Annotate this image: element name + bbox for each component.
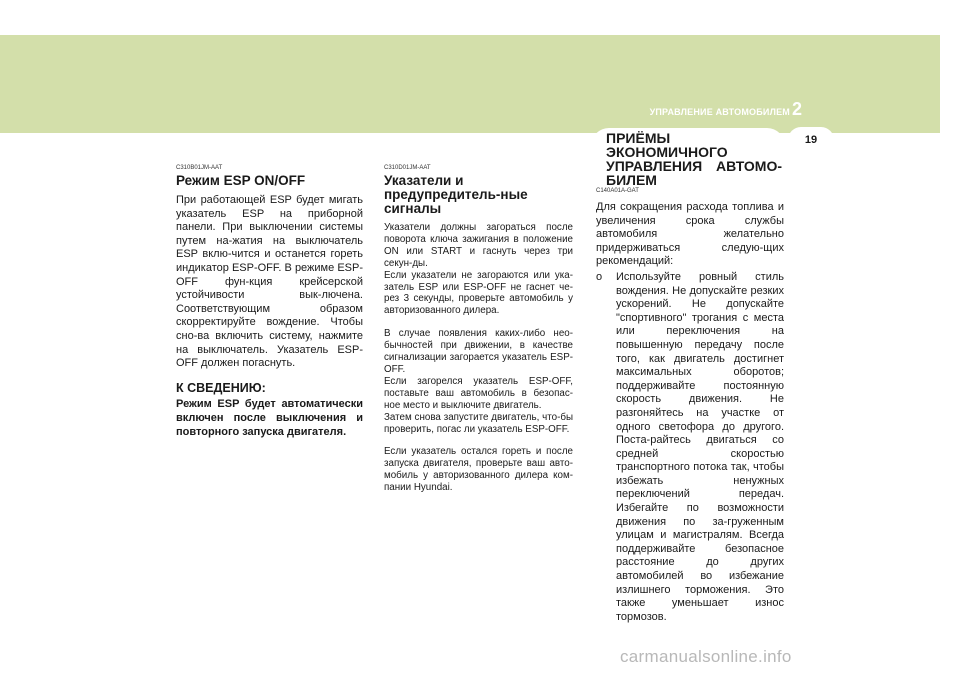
chapter-number: 2 (792, 99, 803, 119)
page-number: 19 (788, 127, 834, 153)
paragraph: Если указатель остался гореть и после запуска двигателя, проверьте ваш авто-мобиль у авторизованного дилера ком-пании Hyundai. (384, 446, 573, 494)
paragraph: Если указатели не загораются или ука-затель ESP или ESP-OFF не гаснет че-рез 3 секунды, проверьте автомобиль у авторизованного дилера. (384, 269, 573, 317)
section-code: C310B01JM-AAT (176, 165, 223, 171)
list-item (596, 271, 784, 624)
warning-heading: К СВЕДЕНИЮ: (176, 380, 266, 395)
warning-body: Режим ESP будет автоматически включен после выключения и повторного запуска двигателя. (176, 398, 363, 439)
paragraph: Для сокращения расхода топлива и увеличения срока службы автомобиля желательно придерживаться следую-щих рекомендаций: (596, 201, 784, 268)
paragraph: В случае появления каких-либо нео-бычностей при движении, в качестве сигнализации загорается указатель ESP-OFF. (384, 328, 573, 375)
column-indicators (384, 164, 573, 505)
paragraph: Затем снова запустите двигатель, что-бы проверить, погас ли указатель ESP-OFF. (384, 411, 573, 435)
paragraph: При работающей ESP будет мигать указатель ESP на приборной панели. При выключении системы путем на-жатия на выключатель ESP вклю-чится и останется гореть индикатор ESP-OFF. В режиме ESP-OFF фун-кция крейсерской устойчивости вык-лючена. Соответствующим образом скорректируйте вождение. Чтобы сно-ва включить систему, нажмите на выключатель. Указатель ESP-OFF должен погаснуть. (176, 194, 363, 370)
paragraph: Указатели должны загораться после поворота ключа зажигания в положение ON или START и гаснуть через три секун-ды. (384, 222, 573, 269)
section-title: ПРИЁМЫ ЭКОНОМИЧНОГО УПРАВЛЕНИЯ АВТОМО-БИЛЕМ (606, 130, 782, 188)
column-esp-mode (176, 164, 363, 439)
chapter-title: УПРАВЛЕНИЕ АВТОМОБИЛЕМ (649, 107, 790, 117)
section-heading: Указатели и предупредитель-ные сигналы (384, 173, 528, 216)
watermark: carmanualsonline.info (620, 647, 792, 666)
section-heading: Режим ESP ON/OFF (176, 173, 306, 188)
column-economy (596, 187, 784, 624)
paragraph: Если загорелся указатель ESP-OFF, поставьте ваш автомобиль в безопас-ное место и выключите двигатель. (384, 375, 573, 411)
section-code: C310D01JM-AAT (384, 165, 431, 171)
section-code: C140A01A-GAT (596, 188, 639, 194)
list-item-text: Используйте ровный стиль вождения. Не допускайте резких ускорений. Не допускайте "спортивного" трогания с места или переключения на повышенную передачу после того, как двигатель достигнет максимальных оборотов; поддерживайте постоянную скорость движения. Не разгоняйтесь на участке от одного светофора до другого. Поста-райтесь двигаться со средней скоростью транспортного потока так, чтобы избежать ненужных переключений передач. Избегайте по возможности движения по за-груженным улицам и магистралям. Всегда поддерживайте безопасное расстояние до других автомобилей во избежание излишнего торможения. Это также уменьшает износ тормозов. (616, 270, 784, 623)
bullet-mark: o (596, 270, 603, 283)
